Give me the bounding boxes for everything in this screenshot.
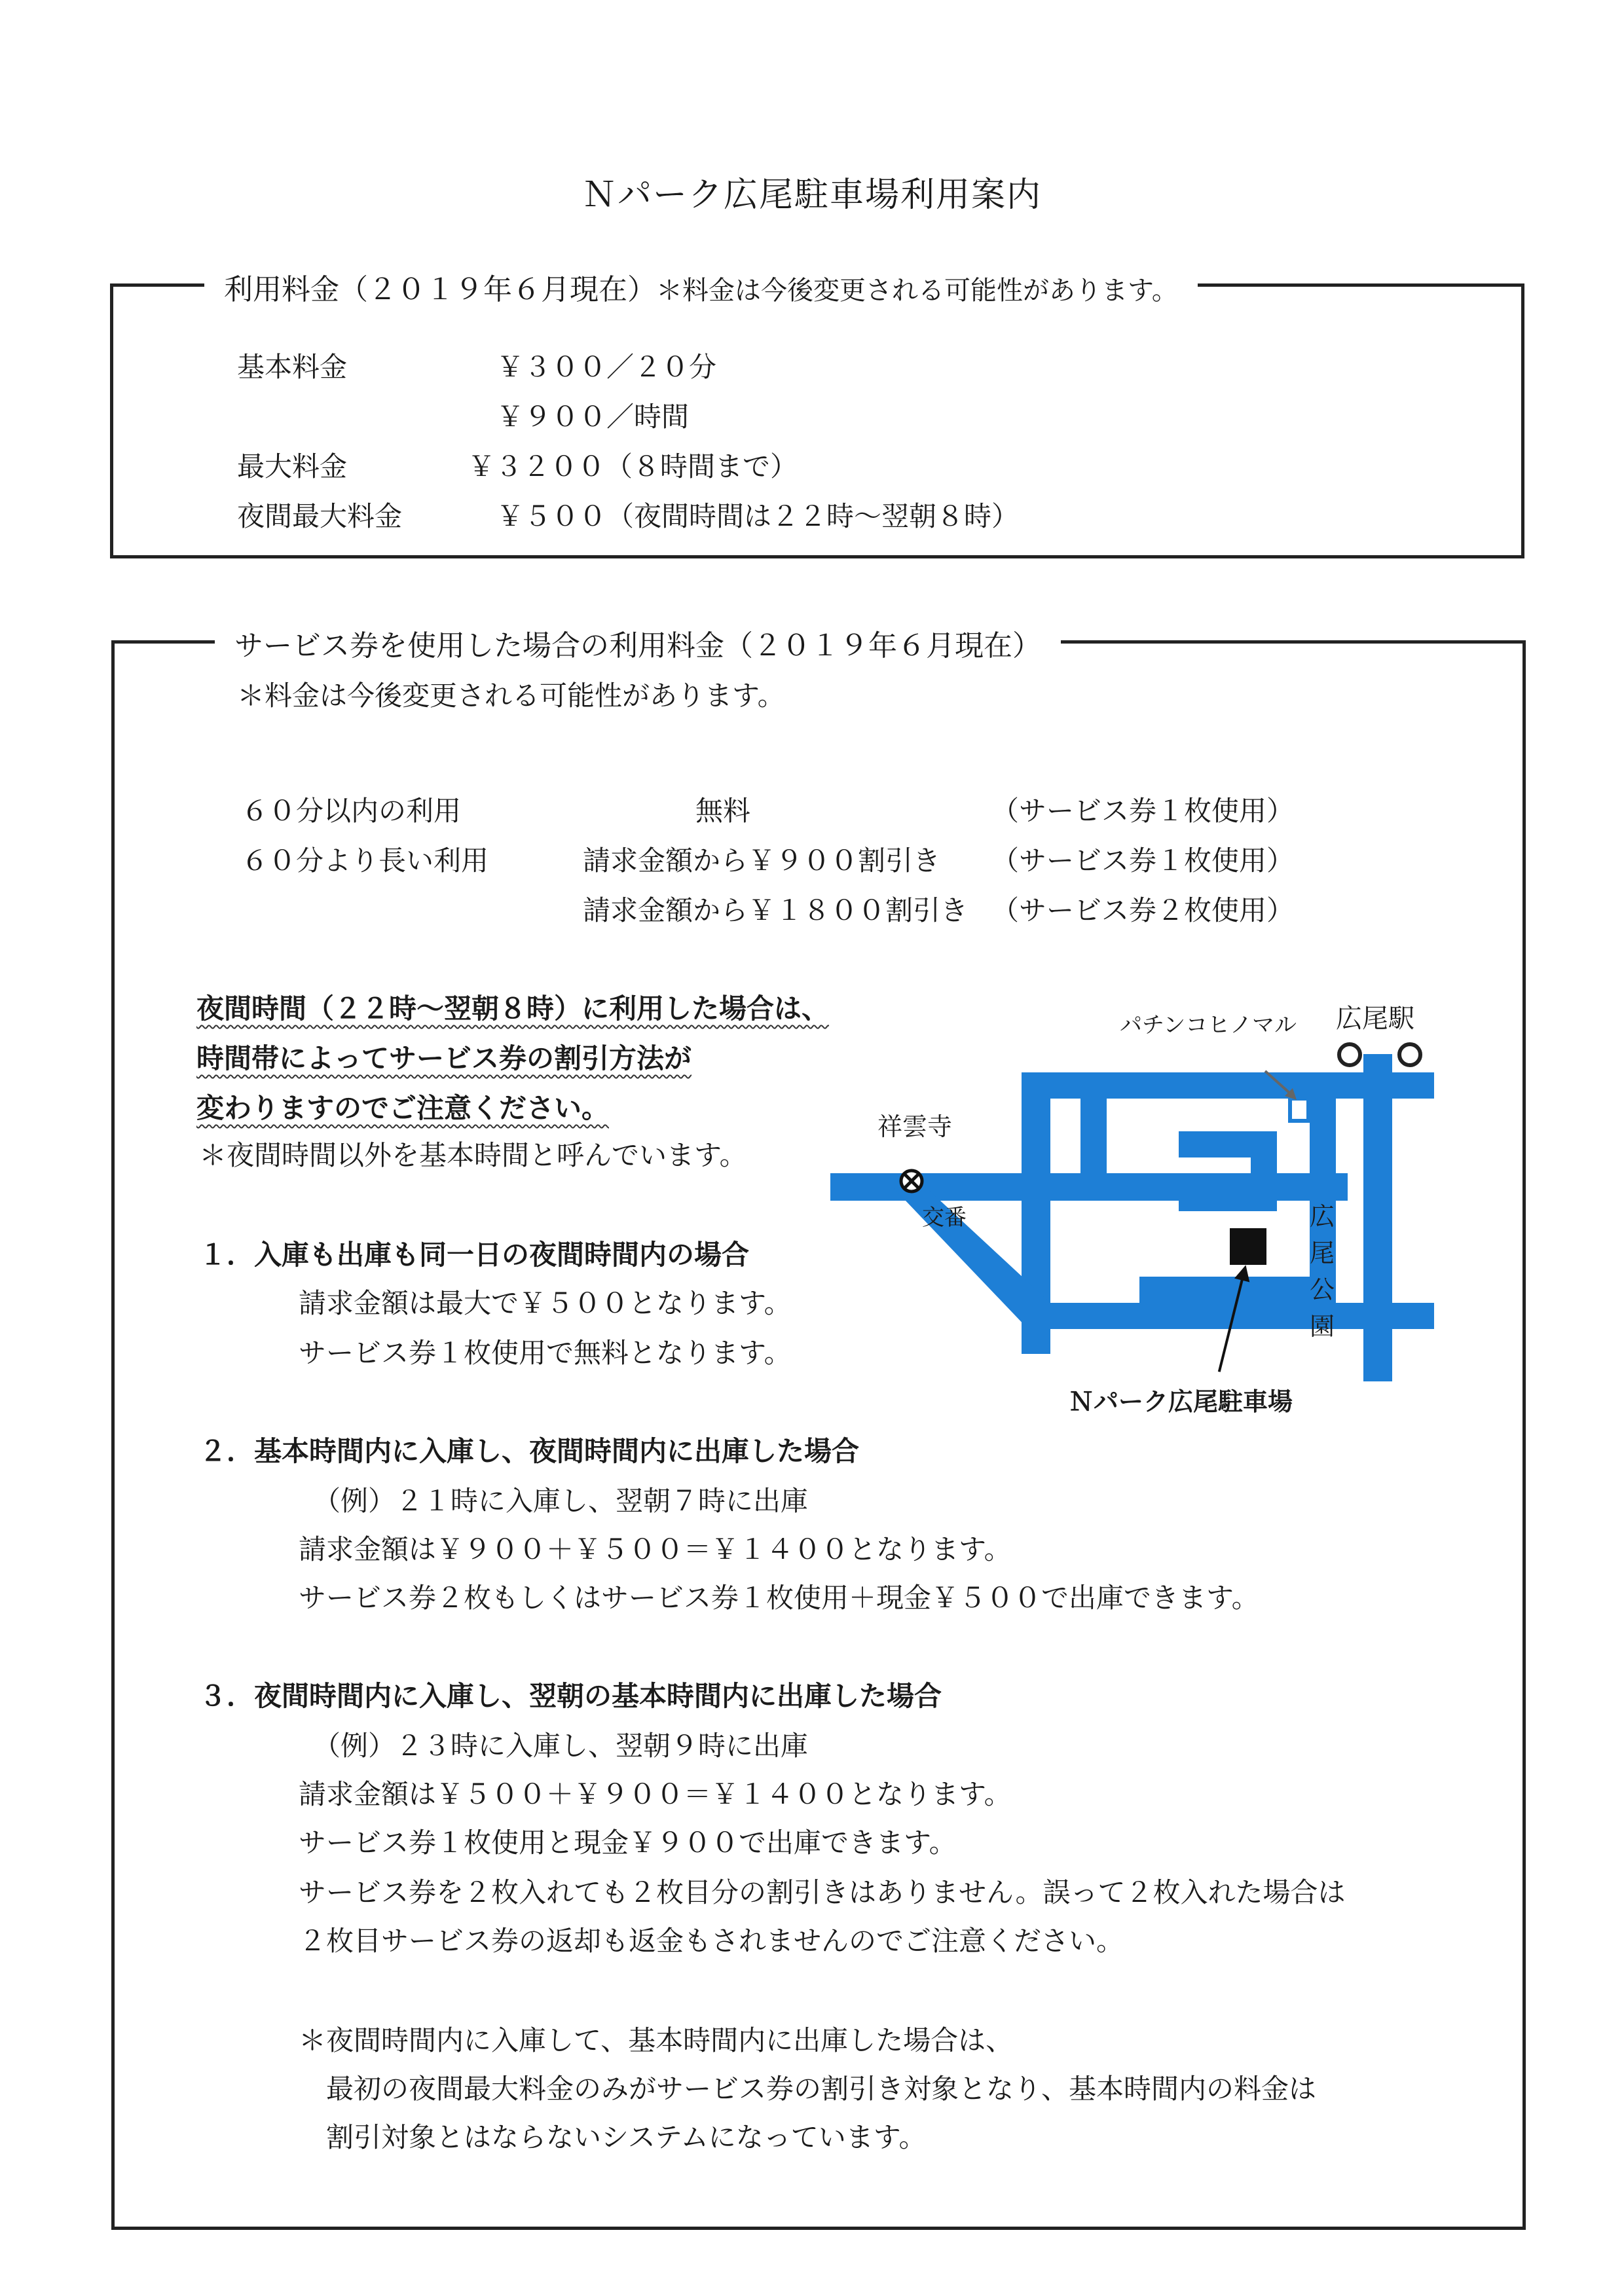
case-1-line-2: サービス券１枚使用で無料となります。 [299, 1337, 792, 1369]
fee-heading: 利用料金（２０１９年６月現在） [224, 273, 656, 306]
service-discount-2: 請求金額から￥９００割引き [583, 845, 941, 877]
map-temple-label: 祥雲寺 [877, 1112, 953, 1141]
parking-lot-marker [1230, 1228, 1266, 1265]
service-condition-2: ６０分より長い利用 [241, 845, 489, 877]
access-map [825, 989, 1447, 1421]
map-police-box-label: 交番 [922, 1205, 967, 1231]
case-1-line-1: 請求金額は最大で￥５００となります。 [299, 1287, 792, 1319]
final-note-line-1: ＊夜間時間内に入庫して、基本時間内に出庫した場合は、 [299, 2024, 1014, 2056]
map-parking-label: Ｎパーク広尾駐車場 [1069, 1387, 1293, 1416]
case-2-line-1: 請求金額は￥９００＋￥５００＝￥１４００となります。 [299, 1533, 1012, 1565]
road-right [1363, 1054, 1392, 1381]
road-inner-1 [1080, 1087, 1107, 1185]
fee-value-basic-hour: ￥９００／時間 [496, 401, 690, 433]
service-note: ＊料金は今後変更される可能性があります。 [237, 680, 785, 712]
station-exit-icon-right [1397, 1042, 1422, 1067]
service-condition-1: ６０分以内の利用 [241, 795, 462, 827]
map-pachinko-label: パチンコヒノマル [1120, 1012, 1297, 1038]
fee-label-max: 最大料金 [237, 450, 348, 483]
case-3-line-3: サービス券を２枚入れても２枚目分の割引きはありません。誤って２枚入れた場合は [299, 1876, 1346, 1908]
fee-value-basic-20min: ￥３００／２０分 [496, 351, 717, 383]
case-2-line-2: サービス券２枚もしくはサービス券１枚使用＋現金￥５００で出庫できます。 [299, 1582, 1259, 1614]
fee-label-night-max: 夜間最大料金 [237, 500, 403, 532]
case-2-heading: ２．基本時間内に入庫し、夜間時間内に出庫した場合 [199, 1435, 860, 1467]
pachinko-building [1290, 1099, 1308, 1121]
road-bottom [1022, 1303, 1434, 1329]
service-heading: サービス券を使用した場合の利用料金（２０１９年６月現在） [215, 622, 1061, 664]
fee-value-night-max: ￥５００（夜間時間は２２時～翌朝８時） [496, 500, 1020, 532]
fee-heading-note: ＊料金は今後変更される可能性があります。 [656, 276, 1178, 306]
night-notice-line-1: 夜間時間（２２時～翌朝８時）に利用した場合は、 [196, 993, 830, 1025]
case-3-line-4: ２枚目サービス券の返却も返金もされませんのでご注意ください。 [299, 1925, 1124, 1957]
service-discount-3: 請求金額から￥１８００割引き [583, 894, 969, 926]
service-discount-1: 無料 [695, 795, 751, 827]
case-3-example: （例）２３時に入庫し、翌朝９時に出庫 [313, 1730, 809, 1762]
road-block-right [1251, 1131, 1277, 1210]
map-station-label: 広尾駅 [1336, 1004, 1414, 1034]
case-3-heading: ３．夜間時間内に入庫し、翌朝の基本時間内に出庫した場合 [199, 1680, 942, 1712]
fee-label-basic: 基本料金 [237, 351, 348, 383]
page-title: Ｎパーク広尾駐車場利用案内 [581, 175, 1042, 215]
case-3-line-2: サービス券１枚使用と現金￥９００で出庫できます。 [299, 1827, 957, 1859]
final-note-line-2: 最初の夜間最大料金のみがサービス券の割引き対象となり、基本時間内の料金は [326, 2073, 1317, 2105]
fee-value-max: ￥３２００（８時間まで） [468, 450, 798, 483]
night-notice-line-3: 変わりますのでご注意ください。 [196, 1092, 610, 1124]
station-exit-icon-left [1337, 1042, 1362, 1067]
service-tickets-2: （サービス券１枚使用） [991, 845, 1295, 877]
case-3-line-1: 請求金額は￥５００＋￥９００＝￥１４００となります。 [299, 1778, 1012, 1810]
case-1-heading: １．入庫も出庫も同一日の夜間時間内の場合 [199, 1239, 750, 1271]
map-park-label: 広 尾 公 園 [1309, 1202, 1335, 1341]
service-tickets-1: （サービス券１枚使用） [991, 795, 1295, 827]
final-note-line-3: 割引対象とはならないシステムになっています。 [326, 2121, 927, 2153]
night-notice-line-2: 時間帯によってサービス券の割引方法が [196, 1042, 692, 1074]
night-definition-note: ＊夜間時間以外を基本時間と呼んでいます。 [199, 1139, 747, 1171]
road-network [830, 1054, 1434, 1381]
service-tickets-3: （サービス券２枚使用） [991, 894, 1295, 926]
road-step [1139, 1277, 1310, 1303]
case-2-example: （例）２１時に入庫し、翌朝７時に出庫 [313, 1485, 809, 1517]
fee-box-legend [204, 266, 1198, 308]
